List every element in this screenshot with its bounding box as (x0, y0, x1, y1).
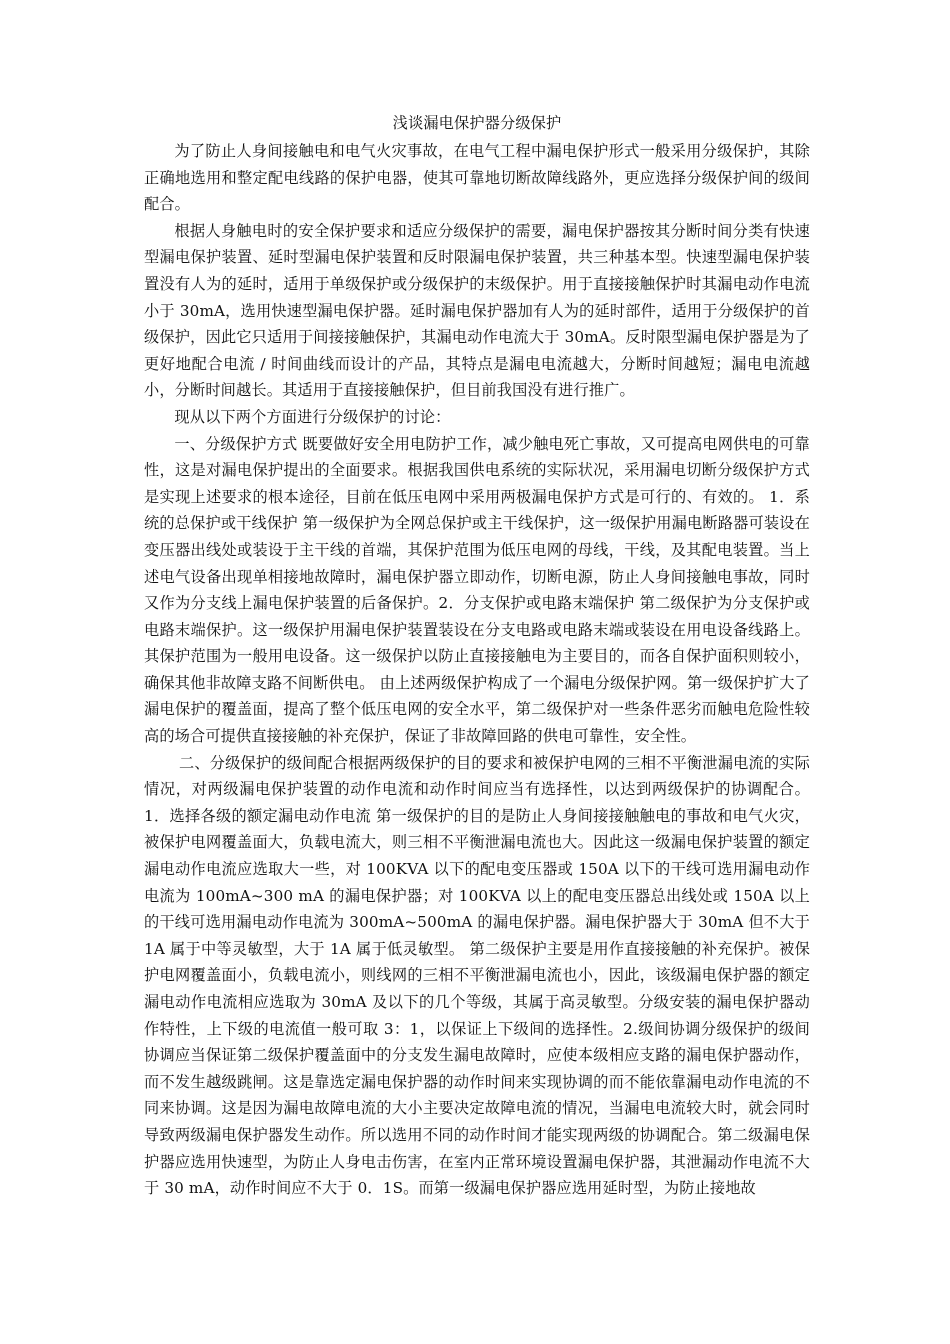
paragraph-intro: 为了防止人身间接触电和电气火灾事故，在电气工程中漏电保护形式一般采用分级保护，其除正确地选用和整定配电线路的保护电器，使其可靠地切断故障线路外，更应选择分级保护间的级间配合。 (144, 142, 810, 214)
paragraph-discussion-lead: 现从以下两个方面进行分级保护的讨论： (174, 407, 451, 426)
paragraph-types: 根据人身触电时的安全保护要求和适应分级保护的需要，漏电保护器按其分断时间分类有快速型漏电保护装置、延时型漏电保护装置和反时限漏电保护装置，共三种基本型。快速型漏电保护装置没有人为的延时，适用于单级保护或分级保护的末级保护。用于直接接触保护时其漏电动作电流小于 30mA，选用快速型漏电保护器。延时漏电保护器加有人为的延时部件，适用于分级保护的首级保护，因此它只适用于间接接触保护，其漏电动作电流大于 30mA。反时限型漏电保护器是为了更好地配合电流 / 时间曲线而设计的产品，其特点是漏电电流越大，分断时间越短；漏电电流越小，分断时间越长。其适用于直接接触保护，但目前我国没有进行推广。 (144, 221, 810, 400)
paragraph-section-two: 二、分级保护的级间配合根据两级保护的目的要求和被保护电网的三相不平衡泄漏电流的实际情况，对两级漏电保护装置的动作电流和动作时间应当有选择性，以达到两级保护的协调配合。 1．选择各级的额定漏电动作电流 第一级保护的目的是防止人身间接接触触电的事故和电气火灾，被保护电网覆盖面大，负载电流大，则三相不平衡泄漏电流也大。因此这一级漏电保护装置的额定漏电动作电流应选取大一些，对 100KVA 以下的配电变压器或 150A 以下的干线可选用漏电动作电流为 100mA~300 mA 的漏电保护器；对 100KVA 以上的配电变压器总出线处或 150A 以上的干线可选用漏电动作电流为 300mA~500mA 的漏电保护器。漏电保护器大于 30mA 但不大于 1A 属于中等灵敏型，大于 1A 属于低灵敏型。 第二级保护主要是用作直接接触的补充保护。被保护电网覆盖面小，负载电流小，则线网的三相不平衡泄漏电流也小，因此，该级漏电保护器的额定漏电动作电流相应选取为 30mA 及以下的几个等级，其属于高灵敏型。分级安装的漏电保护器动作特性，上下级的电流值一般可取 3：1，以保证上下级间的选择性。2.级间协调分级保护的级间协调应当保证第二级保护覆盖面中的分支发生漏电故障时，应使本级相应支路的漏电保护器动作，而不发生越级跳闸。这是靠选定漏电保护器的动作时间来实现协调的而不能依靠漏电动作电流的不同来协调。这是因为漏电故障电流的大小主要决定故障电流的情况，当漏电电流较大时，就会同时导致两级漏电保护器发生动作。所以选用不同的动作时间才能实现两级的协调配合。第二级漏电保护器应选用快速型，为防止人身电击伤害，在室内正常环境设置漏电保护器，其泄漏动作电流不大于 30 mA，动作时间应不大于 0．1S。而第一级漏电保护器应选用延时型，为防止接地故 (144, 753, 810, 1198)
paragraph-section-one: 一、分级保护方式 既要做好安全用电防护工作，减少触电死亡事故，又可提高电网供电的可靠性，这是对漏电保护提出的全面要求。根据我国供电系统的实际状况，采用漏电切断分级保护方式是实现上述要求的根本途径，目前在低压电网中采用两极漏电保护方式是可行的、有效的。 1．系统的总保护或干线保护 第一级保护为全网总保护或主干线保护，这一级保护用漏电断路器可装设在变压器出线处或装设于主干线的首端，其保护范围为低压电网的母线，干线，及其配电装置。当上述电气设备出现单相接地故障时，漏电保护器立即动作，切断电源，防止人身间接触电事故，同时又作为分支线上漏电保护装置的后备保护。2．分支保护或电路末端保护 第二级保护为分支保护或电路末端保护。这一级保护用漏电保护装置装设在分支电路或电路末端或装设在用电设备线路上。其保护范围为一般用电设备。这一级保护以防止直接接触电为主要目的，而各自保护面积则较小，确保其他非故障支路不间断供电。 由上述两级保护构成了一个漏电分级保护网。第一级保护扩大了漏电保护的覆盖面，提高了整个低压电网的安全水平，第二级保护对一些条件恶劣而触电危险性较高的场合可提供直接接触的补充保护，保证了非故障回路的供电可靠性，安全性。 (144, 434, 810, 746)
document-page (144, 110, 810, 1202)
document-title: 浅谈漏电保护器分级保护 (392, 114, 562, 132)
